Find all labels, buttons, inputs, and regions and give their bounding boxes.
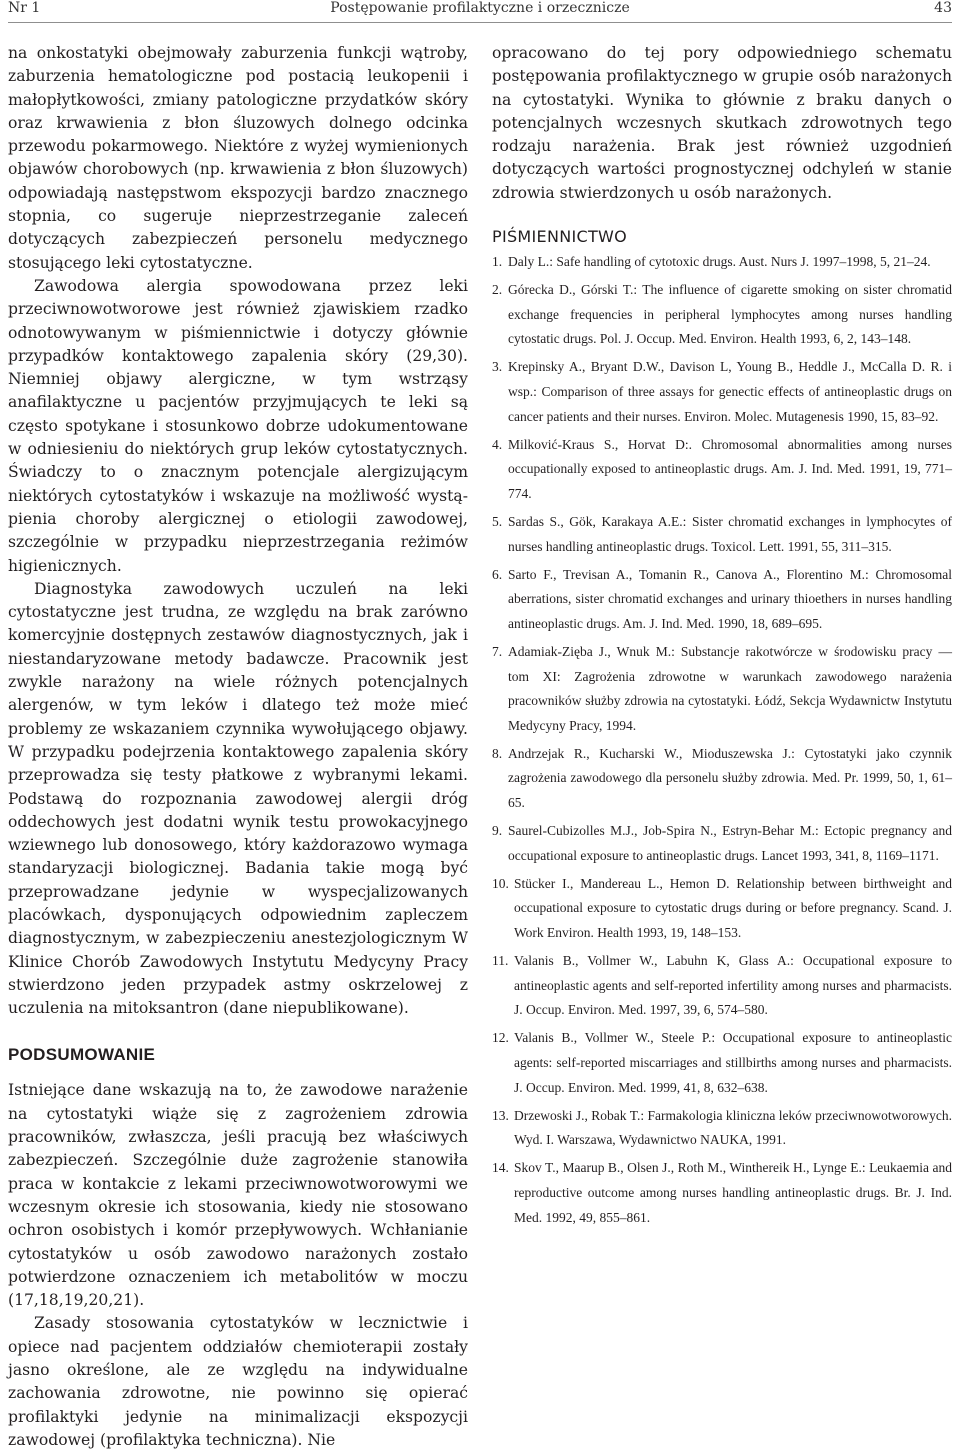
reference-number: 3.	[492, 359, 503, 375]
reference-item	[492, 949, 952, 1023]
reference-text: Stücker I., Mandereau L., Hemon D. Relationship between birthweight and occupational exposure to cytostatic drugs during or before pregnancy. Scand. J. Work Environ. Health 1993, 19, 148–153.	[514, 875, 952, 941]
paragraph-occupational-allergy: Zawodowa alergia spowodowana przez leki przeciwnowotworowe jest również zjawiskiem rzadko odnotowywanym w piśmiennictwie i dotyczy głównie przypadków kontaktowego zapalenia skóry (29,30). Niemniej objawy alergiczne, w tym wstrząsy anafilaktyczne u pacjentów przyjmujących te leki są często spotykane i stosunkowo dobrze udokumentowane w odniesieniu do niektórych grup leków cytostatycznych. Świadczy to o znacznym potencjale alergizującym niektórych cytostatyków i wskazuje na możliwość wystąpienia choroby alergicznej o etiologii zawodowej, szczególnie w przypadku nieprzestrzegania reżimów higienicznych.	[8, 276, 468, 575]
reference-item	[492, 563, 952, 637]
paragraph-prevention-schema: opracowano do tej pory odpowiedniego schematu postępowania profilaktycznego w grupie osób narażonych na cytostatyki. Wynika to głównie z braku danych o potencjalnych wczesnych skutkach zdrowotnych tego rodzaju narażenia. Brak jest również uzgodnień dotyczących wartości prognostycznej odchyleń w stanie zdrowia stwierdzonych u osób narażonych.	[492, 44, 952, 202]
reference-text: Sardas S., Gök, Karakaya A.E.: Sister chromatid exchanges in lymphocytes of nurses handling antineoplastic drugs. Toxicol. Lett. 1991, 55, 311–315.	[508, 514, 952, 554]
reference-number: 9.	[492, 823, 503, 839]
reference-text: Valanis B., Vollmer W., Labuhn K, Glass A.: Occupational exposure to antineoplastic agents and self-reported infertility among nurses and pharmacists. J. Occup. Environ. Med. 1997, 39, 6, 574–580.	[514, 953, 952, 1018]
reference-number: 6.	[492, 566, 503, 582]
reference-number: 10.	[492, 875, 509, 891]
reference-item	[492, 1104, 952, 1153]
reference-number: 12.	[492, 1030, 509, 1046]
references-list	[492, 250, 952, 1230]
left-body	[8, 42, 468, 1020]
reference-number: 11.	[492, 953, 509, 969]
running-title: Postępowanie profilaktyczne i orzecznicze	[330, 0, 630, 16]
reference-text: Krepinsky A., Bryant D.W., Davison L, Young B., Heddle J., McCalla D. R. i wsp.: Comparison of three assays for genectic effects of antineoplastic drugs on cancer patients and their nurses. Environ. Molec. Mutagenesis 1990, 15, 83–92.	[508, 359, 952, 424]
header-rule	[8, 22, 952, 23]
reference-item	[492, 278, 952, 352]
right-column	[492, 42, 952, 1234]
right-body	[492, 42, 952, 205]
paragraph-adverse-effects: na onkostatyki obejmowały zaburzenia funkcji wątroby, zaburzenia hematologiczne pod postacią leukopenii i małopłytkowości, zmiany patologiczne przydatków skóry oraz krwawienia z błon śluzowych dolnego odcinka przewodu pokarmowego. Niektóre z wyżej wymienionych objawów chorobowych (np. krwawienia z błon śluzowych) odpowiadają następstwom ekspozycji bardzo znacznego stopnia, co sugeruje nieprzestrzeganie zaleceń dotyczących zabezpieczeń personelu medycznego stosującego leki cytostatyczne.	[8, 44, 468, 272]
reference-number: 13.	[492, 1107, 509, 1123]
reference-number: 8.	[492, 745, 503, 761]
reference-item	[492, 819, 952, 868]
reference-text: Sarto F., Trevisan A., Tomanin R., Canova A., Florentino M.: Chromosomal aberrations, sister chromatid exchanges and urinary thioethers in nurses handling antineoplastic drugs. Am. J. Ind. Med. 1990, 18, 689–695.	[508, 566, 952, 631]
left-column	[8, 42, 468, 1452]
reference-text: Saurel-Cubizolles M.J., Job-Spira N., Estryn-Behar M.: Ectopic pregnancy and occupational exposure to antineoplastic drugs. Lancet 1993, 341, 8, 1169–1171.	[508, 823, 952, 863]
reference-text: Adamiak-Zięba J., Wnuk M.: Substancje rakotwórcze w środowisku pracy — tom XI: Zagrożenia zdrowotne w warunkach zawodowego narażenia pracowników służby zdrowia na cytostatyki. Łódź, Sekcja Wydawnictw Instytutu Medycyny Pracy, 1994.	[508, 643, 952, 733]
reference-item	[492, 872, 952, 946]
reference-item	[492, 250, 952, 275]
summary-body	[8, 1079, 468, 1452]
reference-item	[492, 510, 952, 559]
reference-text: Skov T., Maarup B., Olsen J., Roth M., Winthereik H., Lynge E.: Leukaemia and reproductive outcome among nurses handling antineoplastic drugs. Br. J. Ind. Med. 1992, 49, 855–861.	[514, 1160, 952, 1225]
references-heading: PIŚMIENNICTWO	[492, 227, 628, 247]
reference-text: Valanis B., Vollmer W., Steele P.: Occupational exposure to antineoplastic agents: self-reported miscarriages and stillbirths among nurses and pharmacists. J. Occup. Environ. Med. 1999, 41, 8, 632–638.	[514, 1030, 952, 1095]
reference-item	[492, 355, 952, 429]
reference-number: 14.	[492, 1160, 509, 1176]
reference-item	[492, 433, 952, 507]
reference-text: Drzewoski J., Robak T.: Farmakologia kliniczna leków przeciwnowotworowych. Wyd. I. Warszawa, Wydawnictwo NAUKA, 1991.	[514, 1107, 952, 1148]
reference-number: 1.	[492, 254, 503, 270]
reference-text: Andrzejak R., Kucharski W., Mioduszewska J.: Cytostatyki jako czynnik zagrożenia zawodowego dla personelu służby zdrowia. Med. Pr. 1999, 50, 1, 61–65.	[508, 745, 952, 811]
summary-heading: PODSUMOWANIE	[8, 1045, 156, 1065]
reference-text: Daly L.: Safe handling of cytotoxic drugs. Aust. Nurs J. 1997–1998, 5, 21–24.	[508, 254, 931, 270]
reference-item	[492, 1026, 952, 1100]
reference-number: 4.	[492, 436, 503, 452]
page-number: 43	[934, 0, 952, 16]
paragraph-diagnostics: Diagnostyka zawodowych uczuleń na leki cytostatyczne jest trudna, ze względu na brak zarówno komercyjnie dostępnych zestawów diagnostycznych, jak i niestandaryzowane metody badawcze. Pracownik jest zwykle narażony na wiele różnych potencjalnych alergenów, w tym leków i dlatego też może mieć problemy ze wskazaniem czynnika wywołującego objawy. W przypadku podejrzenia kontaktowego zapalenia skóry przeprowadza się testy płatkowe z wybranymi lekami. Podstawą do rozpoznania zawodowej alergii dróg oddechowych jest dodatni wynik testu prowokacyjnego wziewnego lub donosowego, który każdorazowo wymaga standaryzacji biologicznej. Badania takie mogą być przeprowadzane jedynie w wyspecjalizowanych placówkach, dysponujących odpowiednim zapleczem diagnostycznym, w zabezpieczeniu anestezjologicznym W Klinice Chorób Zawodowych Instytutu Medycyny Pracy stwierdzono jeden przypadek astmy oskrzelowej z uczulenia na mitoksantron (dane niepublikowane).	[8, 579, 468, 1018]
reference-number: 5.	[492, 514, 503, 530]
issue-number: Nr 1	[8, 0, 41, 16]
summary-paragraph: Zasady stosowania cytostatyków w lecznictwie i opiece nad pacjentem oddziałów chemioterapii zostały jasno określone, ale ze względu na indywidualne zachowania zdrowotne, nie powinno się opierać profilaktyki jedynie na minimalizacji ekspozycji zawodowej (profilaktyka techniczna). Nie	[8, 1314, 468, 1449]
reference-item	[492, 640, 952, 738]
reference-item	[492, 1156, 952, 1230]
reference-number: 2.	[492, 282, 503, 298]
summary-paragraph: Istniejące dane wskazują na to, że zawodowe narażenie na cytostatyki wiąże się z zagrożeniem zdrowia pracowników, zwłaszcza, jeśli pracują bez właściwych zabezpieczeń. Szczególnie duże zagrożenie stanowiła praca w kontakcie z lekami przeciwnowotworowymi we wczesnym okresie ich stosowania, kiedy nie stosowano ochron osobistych i komór przepływowych. Wchłanianie cytostatyków u osób zawodowo narażonych zostało potwierdzone oznaczeniem ich metabolitów w moczu (17,18,19,20,21).	[8, 1081, 468, 1310]
reference-text: Milković-Kraus S., Horvat D:. Chromosomal abnormalities among nurses occupationally exposed to antineoplastic drugs. Am. J. Ind. Med. 1991, 19, 771–774.	[508, 436, 952, 501]
reference-number: 7.	[492, 643, 503, 659]
running-header	[8, 0, 952, 24]
reference-item	[492, 742, 952, 816]
reference-text: Górecka D., Górski T.: The influence of cigarette smoking on sister chromatid exchange frequencies in peripheral lymphocytes among nurses handling cytostatic drugs. Pol. J. Occup. Med. Environ. Health 1993, 6, 2, 143–148.	[508, 282, 952, 347]
